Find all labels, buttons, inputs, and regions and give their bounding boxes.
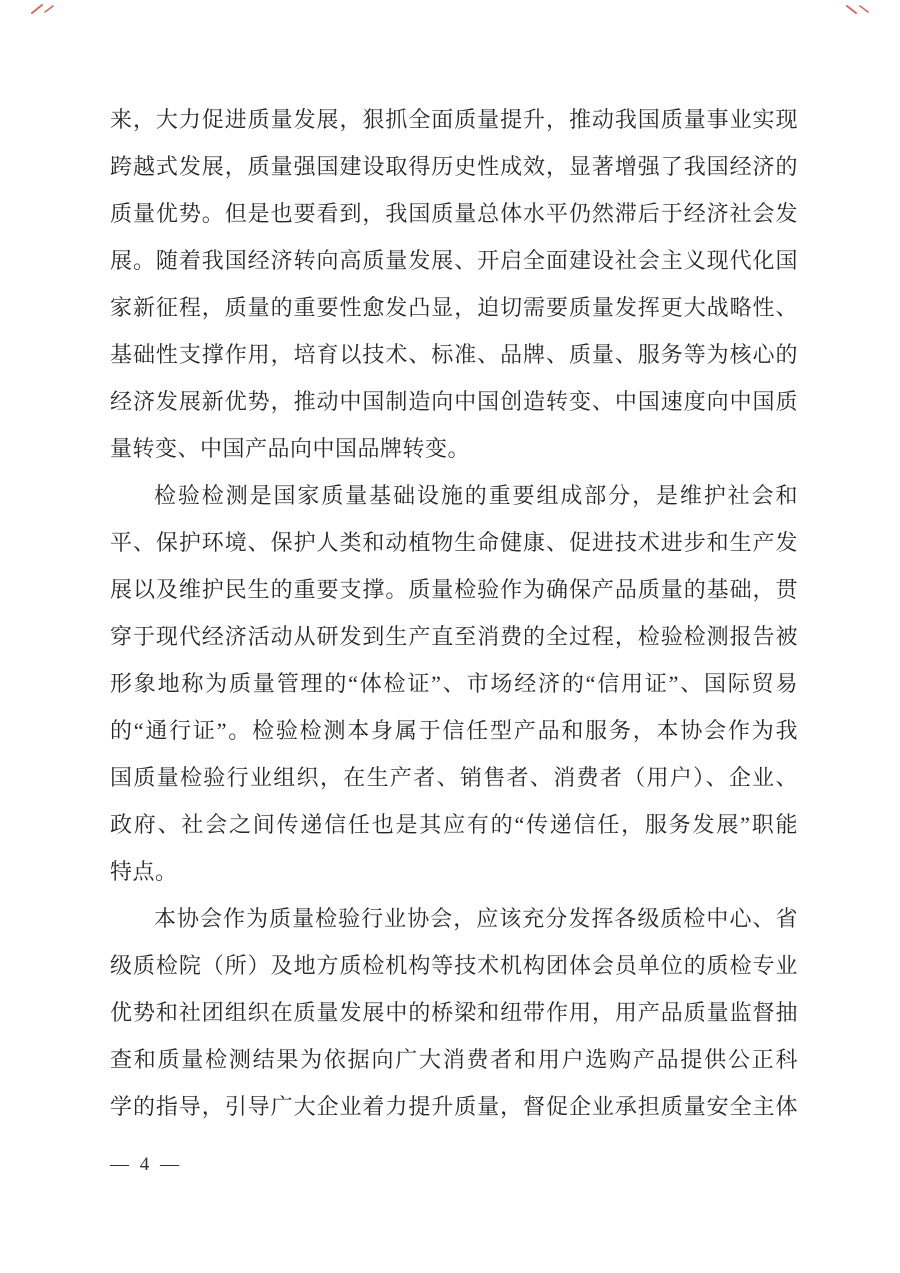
page-number: — 4 — bbox=[110, 1154, 182, 1175]
text-line: 政府、社会之间传递信任也是其应有的“传递信任，服务发展”职能 bbox=[110, 812, 798, 837]
text-line: 形象地称为质量管理的“体检证”、市场经济的“信用证”、国际贸易 bbox=[110, 671, 798, 696]
text-line: 查和质量检测结果为依据向广大消费者和用户选购产品提供公正科 bbox=[110, 1047, 798, 1072]
text-line: 来，大力促进质量发展，狠抓全面质量提升，推动我国质量事业实现 bbox=[110, 107, 798, 132]
text-line: 的“通行证”。检验检测本身属于信任型产品和服务，本协会作为我 bbox=[110, 718, 798, 743]
text-line: 基础性支撑作用，培育以技术、标准、品牌、质量、服务等为核心的 bbox=[110, 342, 798, 367]
red-scan-mark-icon bbox=[844, 2, 872, 16]
text-line: 展。随着我国经济转向高质量发展、开启全面建设社会主义现代化国 bbox=[110, 248, 798, 273]
text-line: 经济发展新优势，推动中国制造向中国创造转变、中国速度向中国质 bbox=[110, 389, 798, 414]
text-line: 质量优势。但是也要看到，我国质量总体水平仍然滞后于经济社会发 bbox=[110, 201, 798, 226]
text-line: 检验检测是国家质量基础设施的重要组成部分，是维护社会和 bbox=[154, 483, 798, 508]
text-line: 量转变、中国产品向中国品牌转变。 bbox=[110, 436, 471, 461]
body-text bbox=[110, 96, 798, 1130]
text-line: 特点。 bbox=[110, 859, 178, 884]
text-line: 家新征程，质量的重要性愈发凸显，迫切需要质量发挥更大战略性、 bbox=[110, 295, 798, 320]
text-line: 跨越式发展，质量强国建设取得历史性成效，显著增强了我国经济的 bbox=[110, 154, 798, 179]
text-line: 展以及维护民生的重要支撑。质量检验作为确保产品质量的基础，贯 bbox=[110, 577, 798, 602]
text-line: 优势和社团组织在质量发展中的桥梁和纽带作用，用产品质量监督抽 bbox=[110, 1000, 798, 1025]
text-line: 穿于现代经济活动从研发到生产直至消费的全过程，检验检测报告被 bbox=[110, 624, 798, 649]
red-scan-mark-icon bbox=[29, 2, 57, 16]
text-line: 本协会作为质量检验行业协会，应该充分发挥各级质检中心、省 bbox=[154, 906, 798, 931]
text-line: 平、保护环境、保护人类和动植物生命健康、促进技术进步和生产发 bbox=[110, 530, 798, 555]
text-line: 学的指导，引导广大企业着力提升质量，督促企业承担质量安全主体 bbox=[110, 1094, 798, 1119]
text-line: 国质量检验行业组织，在生产者、销售者、消费者（用户）、企业、 bbox=[110, 765, 798, 790]
text-line: 级质检院（所）及地方质检机构等技术机构团体会员单位的质检专业 bbox=[110, 953, 798, 978]
